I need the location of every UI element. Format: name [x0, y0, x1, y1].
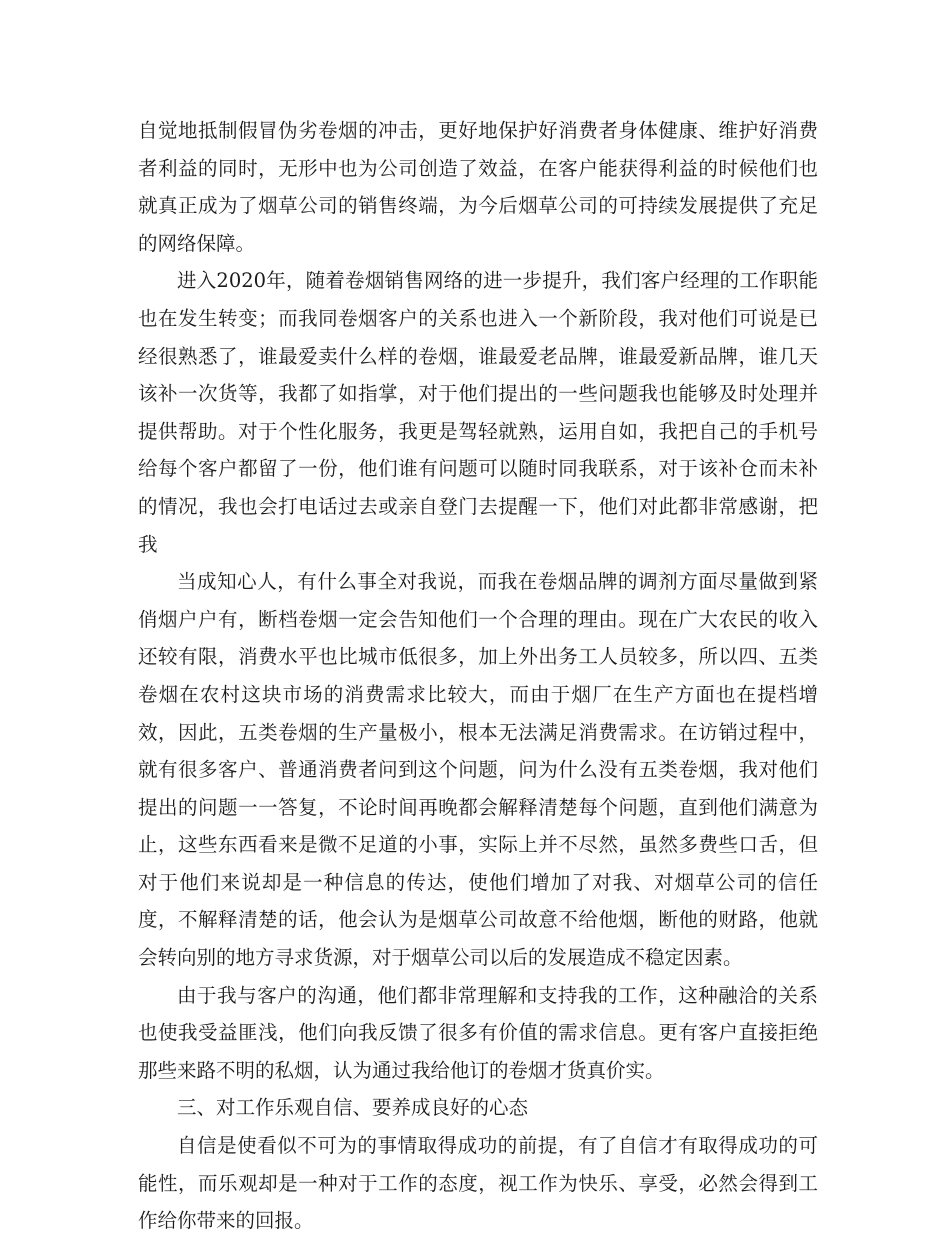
paragraph-confidence: 自信是使看似不可为的事情取得成功的前提，有了自信才有取得成功的可能性，而乐观却是一种对于工作的态度，视工作为快乐、享受，必然会得到工作给你带来的回报。	[138, 1134, 818, 1233]
paragraph-communication: 由于我与客户的沟通，他们都非常理解和支持我的工作，这种融洽的关系也使我受益匪浅，他们向我反馈了很多有价值的需求信息。更有客户直接拒绝那些来路不明的私烟，认为通过我给他订的卷烟才货真价实。	[138, 983, 818, 1082]
paragraph-trusted-friend: 当成知心人，有什么事全对我说，而我在卷烟品牌的调剂方面尽量做到紧俏烟户户有，断档卷烟一定会告知他们一个合理的理由。现在广大农民的收入还较有限，消费水平也比城市低很多，加上外出务工人员较多，所以四、五类卷烟在农村这块市场的消费需求比较大，而由于烟厂在生产方面也在提档增效，因此，五类卷烟的生产量极小，根本无法满足消费需求。在访销过程中，就有很多客户、普通消费者问到这个问题，问为什么没有五类卷烟，我对他们提出的问题一一答复，不论时间再晚都会解释清楚每个问题，直到他们满意为止，这些东西看来是微不足道的小事，实际上并不尽然，虽然多费些口舌，但对于他们来说却是一种信息的传达，使他们增加了对我、对烟草公司的信任度，不解释清楚的话，他会认为是烟草公司故意不给他烟，断他的财路，他就会转向别的地方寻求货源，对于烟草公司以后的发展造成不稳定因素。	[138, 570, 818, 970]
document-body	[138, 112, 818, 1240]
paragraph-continuation: 自觉地抵制假冒伪劣卷烟的冲击，更好地保护好消费者身体健康、维护好消费者利益的同时，无形中也为公司创造了效益，在客户能获得利益的时候他们也就真正成为了烟草公司的销售终端，为今后烟草公司的可持续发展提供了充足的网络保障。	[138, 119, 818, 255]
paragraph-entering-2020: 进入2020年，随着卷烟销售网络的进一步提升，我们客户经理的工作职能也在发生转变；而我同卷烟客户的关系也进入一个新阶段，我对他们可说是已经很熟悉了，谁最爱卖什么样的卷烟，谁最爱老品牌，谁最爱新品牌，谁几天该补一次货等，我都了如指掌，对于他们提出的一些问题我也能够及时处理并提供帮助。对于个性化服务，我更是驾轻就熟，运用自如，我把自己的手机号给每个客户都留了一份，他们谁有问题可以随时同我联系，对于该补仓而未补的情况，我也会打电话过去或亲自登门去提醒一下，他们对此都非常感谢，把我	[138, 269, 818, 556]
section-heading-optimism: 三、对工作乐观自信、要养成良好的心态	[177, 1096, 529, 1120]
